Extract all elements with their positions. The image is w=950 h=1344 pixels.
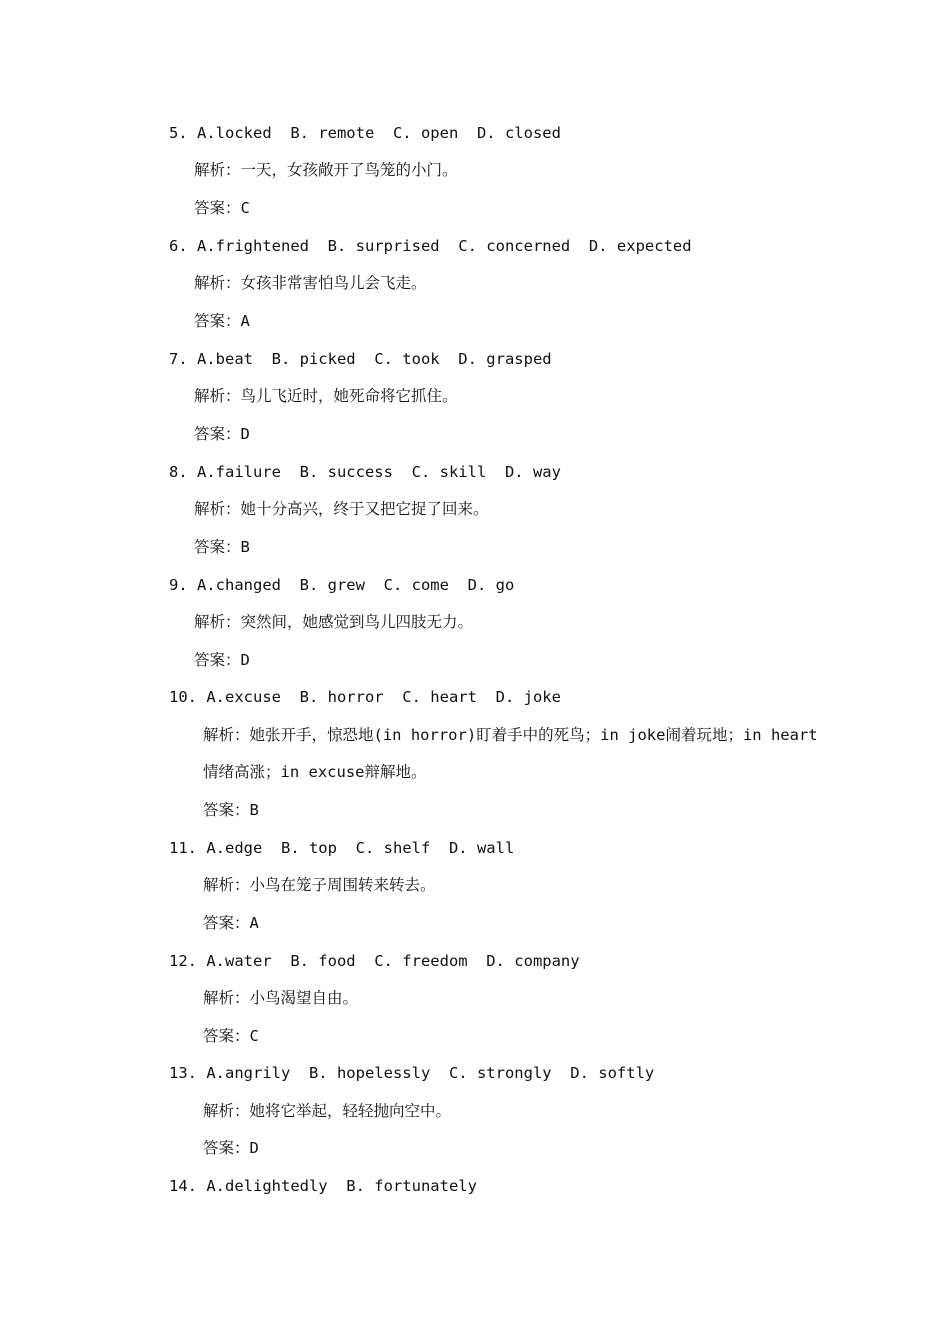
- question-8-options: 8. A.failure B. success C. skill D. way: [169, 463, 561, 481]
- question-6-options: 6. A.frightened B. surprised C. concerned D. expected: [169, 237, 692, 255]
- question-5-analysis: 解析：一天，女孩敞开了鸟笼的小门。: [194, 161, 458, 179]
- question-13-analysis: 解析：她将它举起，轻轻抛向空中。: [203, 1102, 452, 1120]
- question-10-options: 10. A.excuse B. horror C. heart D. joke: [169, 688, 561, 706]
- question-5-options: 5. A.locked B. remote C. open D. closed: [169, 124, 561, 142]
- question-11-analysis: 解析：小鸟在笼子周围转来转去。: [203, 876, 436, 894]
- question-12-analysis: 解析：小鸟渴望自由。: [203, 989, 359, 1007]
- question-8-answer: 答案：B: [194, 538, 250, 556]
- question-7-options: 7. A.beat B. picked C. took D. grasped: [169, 350, 552, 368]
- question-10-analysis: 解析：她张开手，惊恐地(in horror)盯着手中的死鸟；in joke闹着玩地；in heart: [203, 726, 818, 744]
- question-9-answer: 答案：D: [194, 651, 250, 669]
- question-6-analysis: 解析：女孩非常害怕鸟儿会飞走。: [194, 274, 427, 292]
- question-12-options: 12. A.water B. food C. freedom D. company: [169, 952, 580, 970]
- question-13-options: 13. A.angrily B. hopelessly C. strongly D. softly: [169, 1064, 655, 1082]
- question-10-analysis-continued: 情绪高涨；in excuse辩解地。: [203, 763, 427, 781]
- question-5-answer: 答案：C: [194, 199, 250, 217]
- question-7-answer: 答案：D: [194, 425, 250, 443]
- question-13-answer: 答案：D: [203, 1139, 259, 1157]
- question-11-answer: 答案：A: [203, 914, 259, 932]
- question-8-analysis: 解析：她十分高兴，终于又把它捉了回来。: [194, 500, 489, 518]
- question-14-options: 14. A.delightedly B. fortunately: [169, 1177, 477, 1195]
- question-11-options: 11. A.edge B. top C. shelf D. wall: [169, 839, 515, 857]
- question-10-answer: 答案：B: [203, 801, 259, 819]
- question-7-analysis: 解析：鸟儿飞近时，她死命将它抓住。: [194, 387, 458, 405]
- question-9-analysis: 解析：突然间，她感觉到鸟儿四肢无力。: [194, 613, 474, 631]
- question-12-answer: 答案：C: [203, 1027, 259, 1045]
- question-9-options: 9. A.changed B. grew C. come D. go: [169, 576, 515, 594]
- question-6-answer: 答案：A: [194, 312, 250, 330]
